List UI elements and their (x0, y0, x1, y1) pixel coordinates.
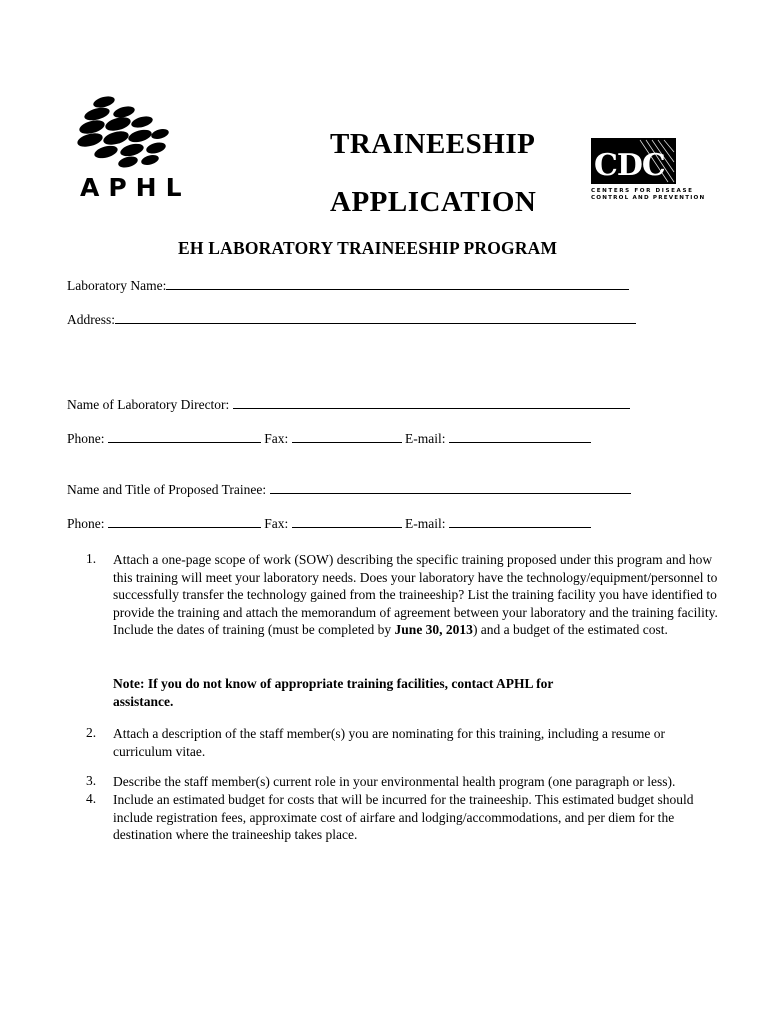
item-1-tail: ) and a budget of the estimated cost. (472, 622, 668, 638)
email-label: E-mail: (405, 431, 446, 446)
cdc-tagline-2: CONTROL AND PREVENTION (591, 195, 706, 201)
director-email-field[interactable] (449, 430, 591, 443)
aphl-logo-graphic (76, 92, 236, 202)
trainee-contact-row (67, 515, 591, 532)
cdc-logo (588, 138, 706, 202)
item-4-number: 4. (86, 791, 97, 806)
lab-name-row (67, 277, 629, 294)
trainee-row (67, 481, 631, 498)
item-3-number: 3. (86, 773, 97, 788)
cdc-logo-graphic (588, 138, 706, 202)
trainee-field[interactable] (270, 481, 631, 494)
director-fax-field[interactable] (292, 430, 402, 443)
address-field[interactable] (115, 311, 636, 324)
email-label: E-mail: (405, 516, 446, 531)
phone-label: Phone: (67, 431, 105, 446)
program-title: EH LABORATORY TRAINEESHIP PROGRAM (178, 238, 558, 258)
title-line-1: TRAINEESHIP (330, 128, 536, 160)
trainee-fax-field[interactable] (292, 515, 402, 528)
director-phone-field[interactable] (108, 430, 261, 443)
director-row (67, 396, 630, 413)
title-line-2: APPLICATION (330, 186, 537, 218)
item-3-text: Describe the staff member(s) current role in your environmental health program (one paragraph or less). (113, 774, 676, 789)
address-label: Address: (67, 312, 115, 327)
aphl-logo (76, 92, 236, 202)
director-contact-row (67, 430, 591, 447)
address-row (67, 311, 636, 328)
note-text (113, 675, 613, 710)
director-field[interactable] (233, 396, 630, 409)
note-body: Note: If you do not know of appropriate training facilities, contact APHL for assistance. (113, 676, 554, 709)
item-1-text (113, 551, 725, 639)
item-4-text: Include an estimated budget for costs that will be incurred for the traineeship. This estimated budget should include registration fees, approximate cost of airfare and lodging/accommodations, and per diem for the destination where the traineeship takes place. (113, 792, 694, 843)
cdc-wordmark: CDC (594, 148, 665, 183)
director-label: Name of Laboratory Director: (67, 397, 230, 412)
fax-label: Fax: (264, 516, 289, 531)
trainee-label: Name and Title of Proposed Trainee: (67, 482, 267, 497)
fax-label: Fax: (264, 431, 289, 446)
lab-name-label: Laboratory Name: (67, 278, 167, 293)
item-1-deadline: June 30, 2013 (394, 622, 473, 638)
trainee-email-field[interactable] (449, 515, 591, 528)
cdc-tagline-1: CENTERS FOR DISEASE (591, 188, 694, 194)
item-1-body: Attach a one-page scope of work (SOW) describing the specific training proposed under this program and how this training will meet your laboratory needs. Does your laboratory have the technology/equipment/personnel to successfully transfer the technology gained from the traineeship? List the training facility you have identified to provide the training and attach the memorandum of agreement between your laboratory and the training facility. Include the dates of training (must be completed by (113, 552, 718, 638)
item-2-number: 2. (86, 725, 97, 740)
item-2-text: Attach a description of the staff member(s) you are nominating for this training, including a resume or curriculum vitae. (113, 726, 665, 759)
trainee-phone-field[interactable] (108, 515, 261, 528)
phone-label: Phone: (67, 516, 105, 531)
item-1-number: 1. (86, 551, 97, 566)
aphl-wordmark: APHL (80, 173, 191, 202)
lab-name-field[interactable] (166, 277, 629, 290)
